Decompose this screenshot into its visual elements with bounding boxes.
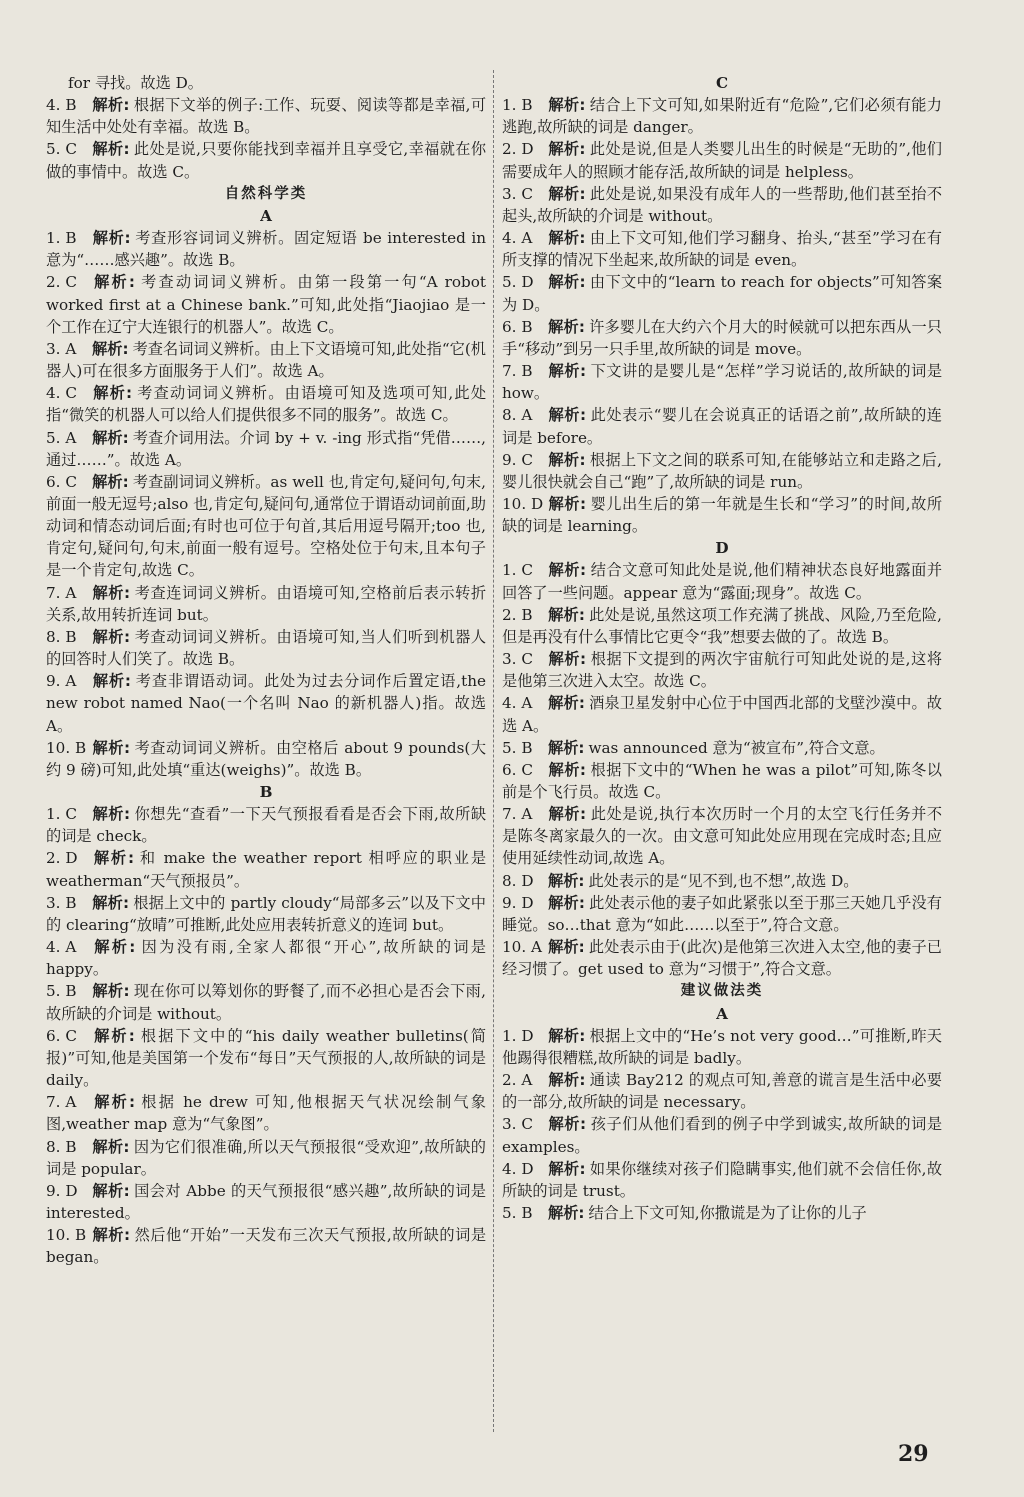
analysis-label: 解析: — [92, 339, 129, 358]
answer-item — [502, 1113, 942, 1157]
answer-item — [46, 471, 486, 582]
answer-item — [502, 1025, 942, 1069]
analysis-label: 解析: — [548, 760, 586, 779]
analysis-text: 孩子们从他们看到的例子中学到诚实,故所缺的词是 examples。 — [502, 1115, 943, 1156]
analysis-label: 解析: — [92, 938, 136, 957]
analysis-label: 解析: — [548, 893, 585, 912]
answer-item — [502, 404, 942, 448]
answer-number: 8. A — [502, 406, 533, 425]
analysis-text: 国会对 Abbe 的天气预报很“感兴趣”,故所缺的词是 interested。 — [46, 1181, 486, 1222]
analysis-text: 考查形容词词义辨析。固定短语 be interested in 意为“……感兴趣”。故选 B。 — [46, 229, 487, 270]
analysis-text: 此处表示他的妻子如此紧张以至于那三天她几乎没有睡觉。so…that 意为“如此……以至于”,符合文意。 — [502, 893, 942, 934]
answer-list — [502, 1025, 942, 1224]
column-divider — [493, 70, 494, 1432]
answer-list — [502, 94, 942, 537]
answer-number: 9. C — [502, 450, 533, 469]
analysis-label: 解析: — [548, 561, 587, 580]
answer-number: 2. A — [502, 1071, 533, 1090]
answer-number: 5. A — [46, 428, 77, 447]
passage-label: A — [260, 206, 272, 225]
answer-number: 1. D — [502, 1026, 534, 1045]
analysis-label: 解析: — [92, 384, 133, 403]
answer-item — [502, 1202, 942, 1224]
analysis-text: 根据上下文之间的联系可知,在能够站立和走路之后,婴儿很快就会自己“跑”了,故所缺的词是 run。 — [502, 450, 943, 491]
answer-number: 4. D — [502, 1159, 534, 1178]
answer-number: 7. A — [502, 805, 533, 824]
answer-number: 1. C — [502, 561, 533, 580]
answer-number: 6. C — [46, 472, 77, 491]
answer-number: 8. B — [46, 1137, 77, 1156]
answer-number: 5. D — [502, 273, 534, 292]
analysis-text: 此处表示“婴儿在会说真正的话语之前”,故所缺的连词是 before。 — [502, 406, 942, 447]
answer-number: 3. C — [502, 1115, 533, 1134]
analysis-text: 酒泉卫星发射中心位于中国西北部的戈壁沙漠中。故选 A。 — [502, 694, 942, 735]
analysis-label: 解析: — [548, 805, 587, 824]
analysis-text: 考查介词用法。介词 by + v. -ing 形式指“凭借……,通过……”。故选 A。 — [46, 428, 487, 469]
answer-number: 10. B — [46, 1226, 87, 1245]
analysis-text: 考查动词词义辨析。由语境可知及选项可知,此处指“微笑的机器人可以给人们提供很多不同的服务”。故选 C。 — [46, 384, 487, 425]
answer-item — [502, 870, 942, 892]
answer-item — [46, 1091, 486, 1135]
answer-number: 2. D — [502, 140, 534, 159]
answer-item — [46, 1180, 486, 1224]
answer-item — [502, 1069, 942, 1113]
answer-item — [46, 936, 486, 980]
answer-item — [502, 493, 942, 537]
analysis-label: 解析: — [548, 450, 586, 469]
passage-label: D — [715, 539, 729, 558]
answer-item — [46, 94, 486, 138]
analysis-text: 考查动词词义辨析。由语境可知,当人们听到机器人的回答时人们笑了。故选 B。 — [46, 627, 487, 669]
analysis-text: 考查动词词义辨析。由空格后 about 9 pounds(大约 9 磅)可知,此处填“重达(weighs)”。故选 B。 — [46, 738, 487, 779]
answer-number: 3. B — [46, 893, 77, 912]
answer-item — [502, 803, 942, 869]
answer-number: 2. D — [46, 849, 78, 868]
analysis-label: 解析: — [92, 1226, 131, 1245]
analysis-text: 根据下文中的“When he was a pilot”可知,陈冬以前是个飞行员。故选 C。 — [502, 760, 942, 801]
answer-number: 4. A — [502, 694, 533, 713]
analysis-text: 考查非谓语动词。此处为过去分词作后置定语,the new robot named Nao(一个名叫 Nao 的新机器人)指。故选 A。 — [46, 672, 487, 735]
analysis-text: 由上下文可知,他们学习翻身、抬头,“甚至”学习在有所支撑的情况下坐起来,故所缺的词是 even。 — [502, 229, 942, 270]
analysis-label: 解析: — [548, 273, 586, 292]
analysis-label: 解析: — [92, 1137, 130, 1156]
answer-item — [502, 94, 942, 138]
analysis-label: 解析: — [92, 140, 130, 159]
analysis-text: 此处是说,虽然这项工作充满了挑战、风险,乃至危险,但是再没有什么事情比它更令“我”想要去做的了。故选 B。 — [502, 605, 943, 646]
analysis-label: 解析: — [92, 1026, 135, 1045]
analysis-text: 如果你继续对孩子们隐瞒事实,他们就不会信任你,故所缺的词是 trust。 — [502, 1159, 943, 1200]
answer-item — [46, 1025, 486, 1091]
analysis-text: 此处表示由于(此次)是他第三次进入太空,他的妻子已经习惯了。get used to 意为“习惯于”,符合文意。 — [502, 938, 942, 979]
answer-item — [502, 759, 942, 803]
answer-item — [46, 847, 486, 891]
answer-number: 3. C — [502, 184, 533, 203]
analysis-text: 此处是说,执行本次历时一个月的太空飞行任务并不是陈冬离家最久的一次。由文意可知此处应用现在完成时态;且应使用延续性动词,故选 A。 — [502, 805, 943, 868]
answer-number: 8. D — [502, 871, 534, 890]
analysis-label: 解析: — [92, 849, 135, 868]
analysis-text: 然后他“开始”一天发布三次天气预报,故所缺的词是 began。 — [46, 1226, 487, 1267]
passage-label: C — [715, 74, 729, 92]
analysis-label: 解析: — [92, 672, 131, 691]
answer-item — [46, 1136, 486, 1180]
answer-number: 8. B — [46, 627, 77, 646]
answer-item — [502, 183, 942, 227]
analysis-label: 解析: — [548, 871, 585, 890]
analysis-text: 你想先“查看”一下天气预报看看是否会下雨,故所缺的词是 check。 — [46, 805, 487, 846]
analysis-label: 解析: — [92, 982, 130, 1001]
analysis-text: 考查连词词义辨析。由语境可知,空格前后表示转折关系,故用转折连词 but。 — [46, 583, 487, 624]
answer-number: 5. B — [46, 982, 77, 1001]
answer-number: 7. A — [46, 1093, 77, 1112]
answer-number: 5. B — [502, 1203, 533, 1222]
answer-number: 2. C — [46, 273, 77, 292]
analysis-text: 下文讲的是婴儿是“怎样”学习说话的,故所缺的词是 how。 — [502, 362, 943, 403]
answer-item — [502, 692, 942, 736]
analysis-label: 解析: — [548, 140, 586, 159]
analysis-label: 解析: — [548, 1115, 587, 1134]
analysis-label: 解析: — [92, 96, 130, 115]
answer-item — [46, 737, 486, 781]
analysis-label: 解析: — [92, 627, 131, 646]
analysis-label: 解析: — [548, 96, 586, 115]
passage-label: B — [259, 783, 273, 801]
answer-item — [46, 338, 486, 382]
answer-number: 6. C — [502, 760, 533, 779]
answer-number: 4. C — [46, 384, 77, 403]
analysis-text: was announced 意为“被宣布”,符合文意。 — [588, 738, 885, 757]
answer-number: 10. B — [46, 738, 87, 757]
answer-number: 4. A — [502, 229, 533, 248]
analysis-text: 和 make the weather report 相呼应的职业是 weatherman“天气预报员”。 — [46, 849, 487, 890]
analysis-text: 考查名词词义辨析。由上下文语境可知,此处指“它(机器人)可在很多方面服务于人们”。故选 A。 — [46, 339, 486, 381]
analysis-label: 解析: — [548, 229, 586, 248]
right-column — [502, 72, 942, 1224]
answer-item — [502, 227, 942, 271]
analysis-text: 结合上下文可知,如果附近有“危险”,它们必须有能力逃跑,故所缺的词是 danger。 — [502, 96, 942, 137]
answer-item — [502, 138, 942, 182]
analysis-text: 此处是说,只要你能找到幸福并且享受它,幸福就在你做的事情中。故选 C。 — [46, 140, 487, 181]
analysis-label: 解析: — [92, 229, 131, 248]
analysis-label: 解析: — [92, 805, 131, 824]
answer-list — [46, 803, 486, 1268]
section-title: 自然科学类 — [224, 185, 308, 202]
answer-list — [46, 94, 486, 183]
analysis-label: 解析: — [548, 605, 585, 624]
analysis-label: 解析: — [92, 1093, 136, 1112]
analysis-text: 根据 he drew 可知,他根据天气状况绘制气象图,weather map 意为“气象图”。 — [46, 1093, 486, 1134]
answer-number: 5. C — [46, 140, 77, 159]
analysis-text: 由下文中的“learn to reach for objects”可知答案为 D。 — [502, 273, 943, 314]
analysis-text: 通读 Bay212 的观点可知,善意的谎言是生活中必要的一部分,故所缺的词是 necessary。 — [502, 1071, 942, 1112]
answer-number: 6. C — [46, 1026, 77, 1045]
analysis-label: 解析: — [548, 650, 587, 669]
answer-number: 3. A — [46, 339, 77, 358]
answer-item — [502, 559, 942, 603]
passage-label: A — [716, 1004, 728, 1023]
analysis-label: 解析: — [92, 273, 135, 292]
answer-number: 6. B — [502, 317, 533, 336]
answer-item — [46, 980, 486, 1024]
analysis-text: 因为没有雨,全家人都很“开心”,故所缺的词是 happy。 — [46, 938, 486, 979]
analysis-text: 婴儿出生后的第一年就是生长和“学习”的时间,故所缺的词是 learning。 — [502, 494, 943, 536]
answer-item — [502, 271, 942, 315]
analysis-label: 解析: — [548, 938, 585, 957]
analysis-label: 解析: — [548, 362, 587, 381]
analysis-label: 解析: — [92, 428, 129, 447]
analysis-label: 解析: — [92, 893, 130, 912]
analysis-text: 根据下文中的“his daily weather bulletins(简报)”可知,他是美国第一个发布“每日”天气预报的人,故所缺的词是 daily。 — [46, 1026, 487, 1090]
answer-item — [502, 936, 942, 980]
answer-item — [46, 1224, 486, 1268]
analysis-label: 解析: — [548, 738, 585, 757]
answer-item — [46, 227, 486, 271]
analysis-text: 根据下文举的例子:工作、玩耍、阅读等都是幸福,可知生活中处处有幸福。故选 B。 — [46, 96, 487, 137]
analysis-label: 解析: — [548, 1026, 586, 1045]
answer-item — [46, 803, 486, 847]
analysis-text: 现在你可以筹划你的野餐了,而不必担心是否会下雨,故所缺的介词是 without。 — [46, 982, 487, 1023]
answer-list — [502, 559, 942, 980]
analysis-label: 解析: — [548, 1071, 586, 1090]
analysis-text: 因为它们很准确,所以天气预报很“受欢迎”,故所缺的词是 popular。 — [46, 1137, 486, 1178]
answer-number: 1. B — [46, 229, 77, 248]
page-number: 29 — [898, 1441, 929, 1467]
analysis-label: 解析: — [548, 1203, 585, 1222]
answer-number: 3. C — [502, 650, 533, 669]
answer-item — [46, 582, 486, 626]
answer-number: 5. B — [502, 738, 533, 757]
analysis-label: 解析: — [92, 738, 131, 757]
answer-item — [502, 648, 942, 692]
answer-list — [46, 227, 486, 781]
analysis-text: 此处是说,但是人类婴儿出生的时候是“无助的”,他们需要成年人的照顾才能存活,故所缺的词是 helpless。 — [502, 140, 942, 181]
analysis-text: 考查副词词义辨析。as well 也,肯定句,疑问句,句末,前面一般无逗号;also 也,肯定句,疑问句,通常位于谓语动词前面,助动词和情态动词后面;有时也可位于句首,其后用逗号隔开;too 也,肯定句,疑问句,句末,前面一般有逗号。空格处位于句末,且本句子是一个肯定句,故选 C。 — [46, 472, 486, 580]
answer-number: 10. A — [502, 938, 542, 957]
analysis-label: 解析: — [548, 184, 586, 203]
analysis-text: 根据下文提到的两次宇宙航行可知此处说的是,这将是他第三次进入太空。故选 C。 — [502, 650, 943, 691]
analysis-text: 考查动词词义辨析。由第一段第一句“A robot worked first at a Chinese bank.”可知,此处指“Jiaojiao 是一个工作在辽宁大连银行的机器人”。故选 C。 — [46, 273, 486, 336]
analysis-text: 根据上文中的 partly cloudy“局部多云”以及下文中的 clearing“放晴”可推断,此处应用表转折意义的连词 but。 — [46, 893, 486, 934]
analysis-label: 解析: — [548, 406, 587, 425]
analysis-text: 结合文意可知此处是说,他们精神状态良好地露面并回答了一些问题。appear 意为“露面;现身”。故选 C。 — [502, 561, 943, 602]
answer-number: 7. B — [502, 362, 533, 381]
answer-item — [502, 316, 942, 360]
analysis-label: 解析: — [548, 694, 585, 713]
answer-item — [46, 427, 486, 471]
left-column — [46, 72, 486, 1268]
analysis-label: 解析: — [92, 472, 129, 491]
answer-number: 1. C — [46, 805, 77, 824]
answer-item — [46, 626, 486, 670]
answer-item — [502, 360, 942, 404]
analysis-text: 此处表示的是“见不到,也不想”,故选 D。 — [588, 871, 859, 890]
answer-item — [46, 138, 486, 182]
analysis-label: 解析: — [548, 317, 585, 336]
answer-item — [502, 1158, 942, 1202]
answer-number: 9. D — [502, 893, 534, 912]
analysis-text: 此处是说,如果没有成年人的一些帮助,他们甚至抬不起头,故所缺的介词是 without。 — [502, 184, 943, 225]
continuation-text: for 寻找。故选 D。 — [68, 74, 203, 92]
answer-item — [502, 892, 942, 936]
analysis-text: 许多婴儿在大约六个月大的时候就可以把东西从一只手“移动”到另一只手里,故所缺的词是 move。 — [502, 317, 942, 358]
analysis-label: 解析: — [92, 583, 131, 602]
answer-number: 7. A — [46, 583, 77, 602]
answer-number: 9. D — [46, 1181, 78, 1200]
answer-number: 4. B — [46, 96, 77, 115]
analysis-label: 解析: — [92, 1181, 130, 1200]
answer-number: 2. B — [502, 605, 533, 624]
analysis-text: 根据上文中的“He’s not very good…”可推断,昨天他踢得很糟糕,故所缺的词是 badly。 — [502, 1026, 942, 1067]
analysis-label: 解析: — [548, 494, 587, 513]
answer-item — [502, 449, 942, 493]
answer-item — [46, 382, 486, 426]
analysis-label: 解析: — [548, 1159, 586, 1178]
answer-number: 4. A — [46, 938, 77, 957]
answer-item — [502, 604, 942, 648]
answer-number: 10. D — [502, 494, 544, 513]
answer-item — [46, 271, 486, 337]
answer-number: 9. A — [46, 672, 77, 691]
answer-item — [46, 892, 486, 936]
answer-item — [502, 737, 942, 759]
section-title: 建议做法类 — [680, 983, 764, 1000]
answer-number: 1. B — [502, 96, 533, 115]
analysis-text: 结合上下文可知,你撒谎是为了让你的儿子 — [588, 1203, 867, 1222]
answer-item — [46, 670, 486, 736]
